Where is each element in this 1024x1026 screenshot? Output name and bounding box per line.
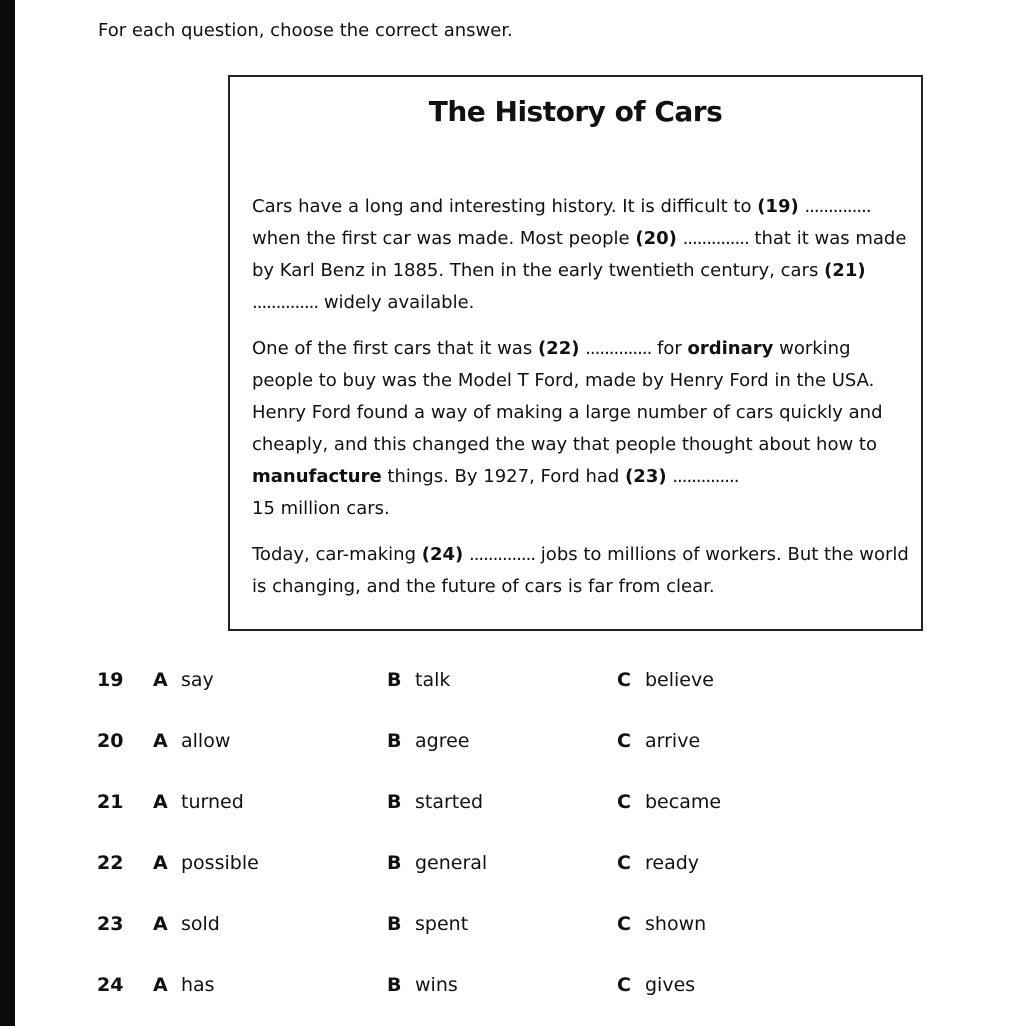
word-manufacture: manufacture (252, 466, 382, 487)
option-b[interactable]: B started (387, 791, 484, 813)
gap-19-blank[interactable]: .............. (804, 196, 871, 217)
word-ordinary: ordinary (687, 338, 774, 359)
question-number: 23 (97, 913, 124, 935)
question-row-24 (0, 974, 1024, 1004)
question-number: 24 (97, 974, 124, 996)
passage-paragraph-2: One of the first cars that it was (22) .............. for ordinary working people to buy was the Model T Ford, made by Henry Ford in the USA. Henry Ford found a way of making a large number of cars quickly and cheaply, and this changed the way that people thought about how to manufacture things. By 1927, Ford had (23) .............. 15 million cars. (252, 338, 883, 519)
option-a[interactable]: A possible (153, 852, 259, 874)
option-b[interactable]: B agree (387, 730, 470, 752)
option-b[interactable]: B spent (387, 913, 469, 935)
passage-title: The History of Cars (428, 95, 723, 128)
gap-20[interactable]: (20) (635, 228, 677, 249)
option-b[interactable]: B wins (387, 974, 458, 996)
gap-24[interactable]: (24) (421, 544, 464, 565)
passage-paragraph-1: Cars have a long and interesting history. It is difficult to (19) .............. when the first car was made. Most people (20) .............. that it was made by Karl Benz in 1885. Then in the early twentieth century, cars (21) .............. widely available. (252, 196, 907, 313)
option-a[interactable]: A has (153, 974, 215, 996)
gap-20-blank[interactable]: .............. (682, 228, 749, 249)
question-row-23 (0, 913, 1024, 943)
gap-22-blank[interactable]: .............. (585, 338, 652, 359)
question-number: 22 (97, 852, 124, 874)
option-c[interactable]: C shown (617, 913, 707, 935)
option-c[interactable]: C ready (617, 852, 700, 874)
gap-24-blank[interactable]: .............. (468, 544, 536, 565)
option-b[interactable]: B general (387, 852, 488, 874)
question-row-22 (0, 852, 1024, 882)
passage-paragraph-3: Today, car-making (24) .............. jobs to millions of workers. But the world is changing, and the future of cars is far from clear. (252, 544, 909, 597)
gap-21[interactable]: (21) (824, 260, 866, 281)
question-row-20 (0, 730, 1024, 760)
gap-22[interactable]: (22) (537, 338, 580, 359)
gap-23[interactable]: (23) (625, 466, 667, 487)
gap-21-blank[interactable]: .............. (252, 292, 319, 313)
option-c[interactable]: C became (617, 791, 722, 813)
option-a[interactable]: A sold (153, 913, 220, 935)
option-c[interactable]: C gives (617, 974, 696, 996)
question-number: 21 (97, 791, 124, 813)
question-row-19 (0, 669, 1024, 699)
option-b[interactable]: B talk (387, 669, 451, 691)
question-row-21 (0, 791, 1024, 821)
option-c[interactable]: C believe (617, 669, 714, 691)
option-a[interactable]: A allow (153, 730, 231, 752)
question-number: 20 (97, 730, 124, 752)
question-number: 19 (97, 669, 124, 691)
gap-23-blank[interactable]: .............. (672, 466, 739, 487)
option-a[interactable]: A say (153, 669, 214, 691)
option-a[interactable]: A turned (153, 791, 244, 813)
gap-19[interactable]: (19) (757, 196, 799, 217)
instruction-text: For each question, choose the correct answer. (98, 20, 513, 41)
passage-box (228, 75, 923, 631)
option-c[interactable]: C arrive (617, 730, 701, 752)
